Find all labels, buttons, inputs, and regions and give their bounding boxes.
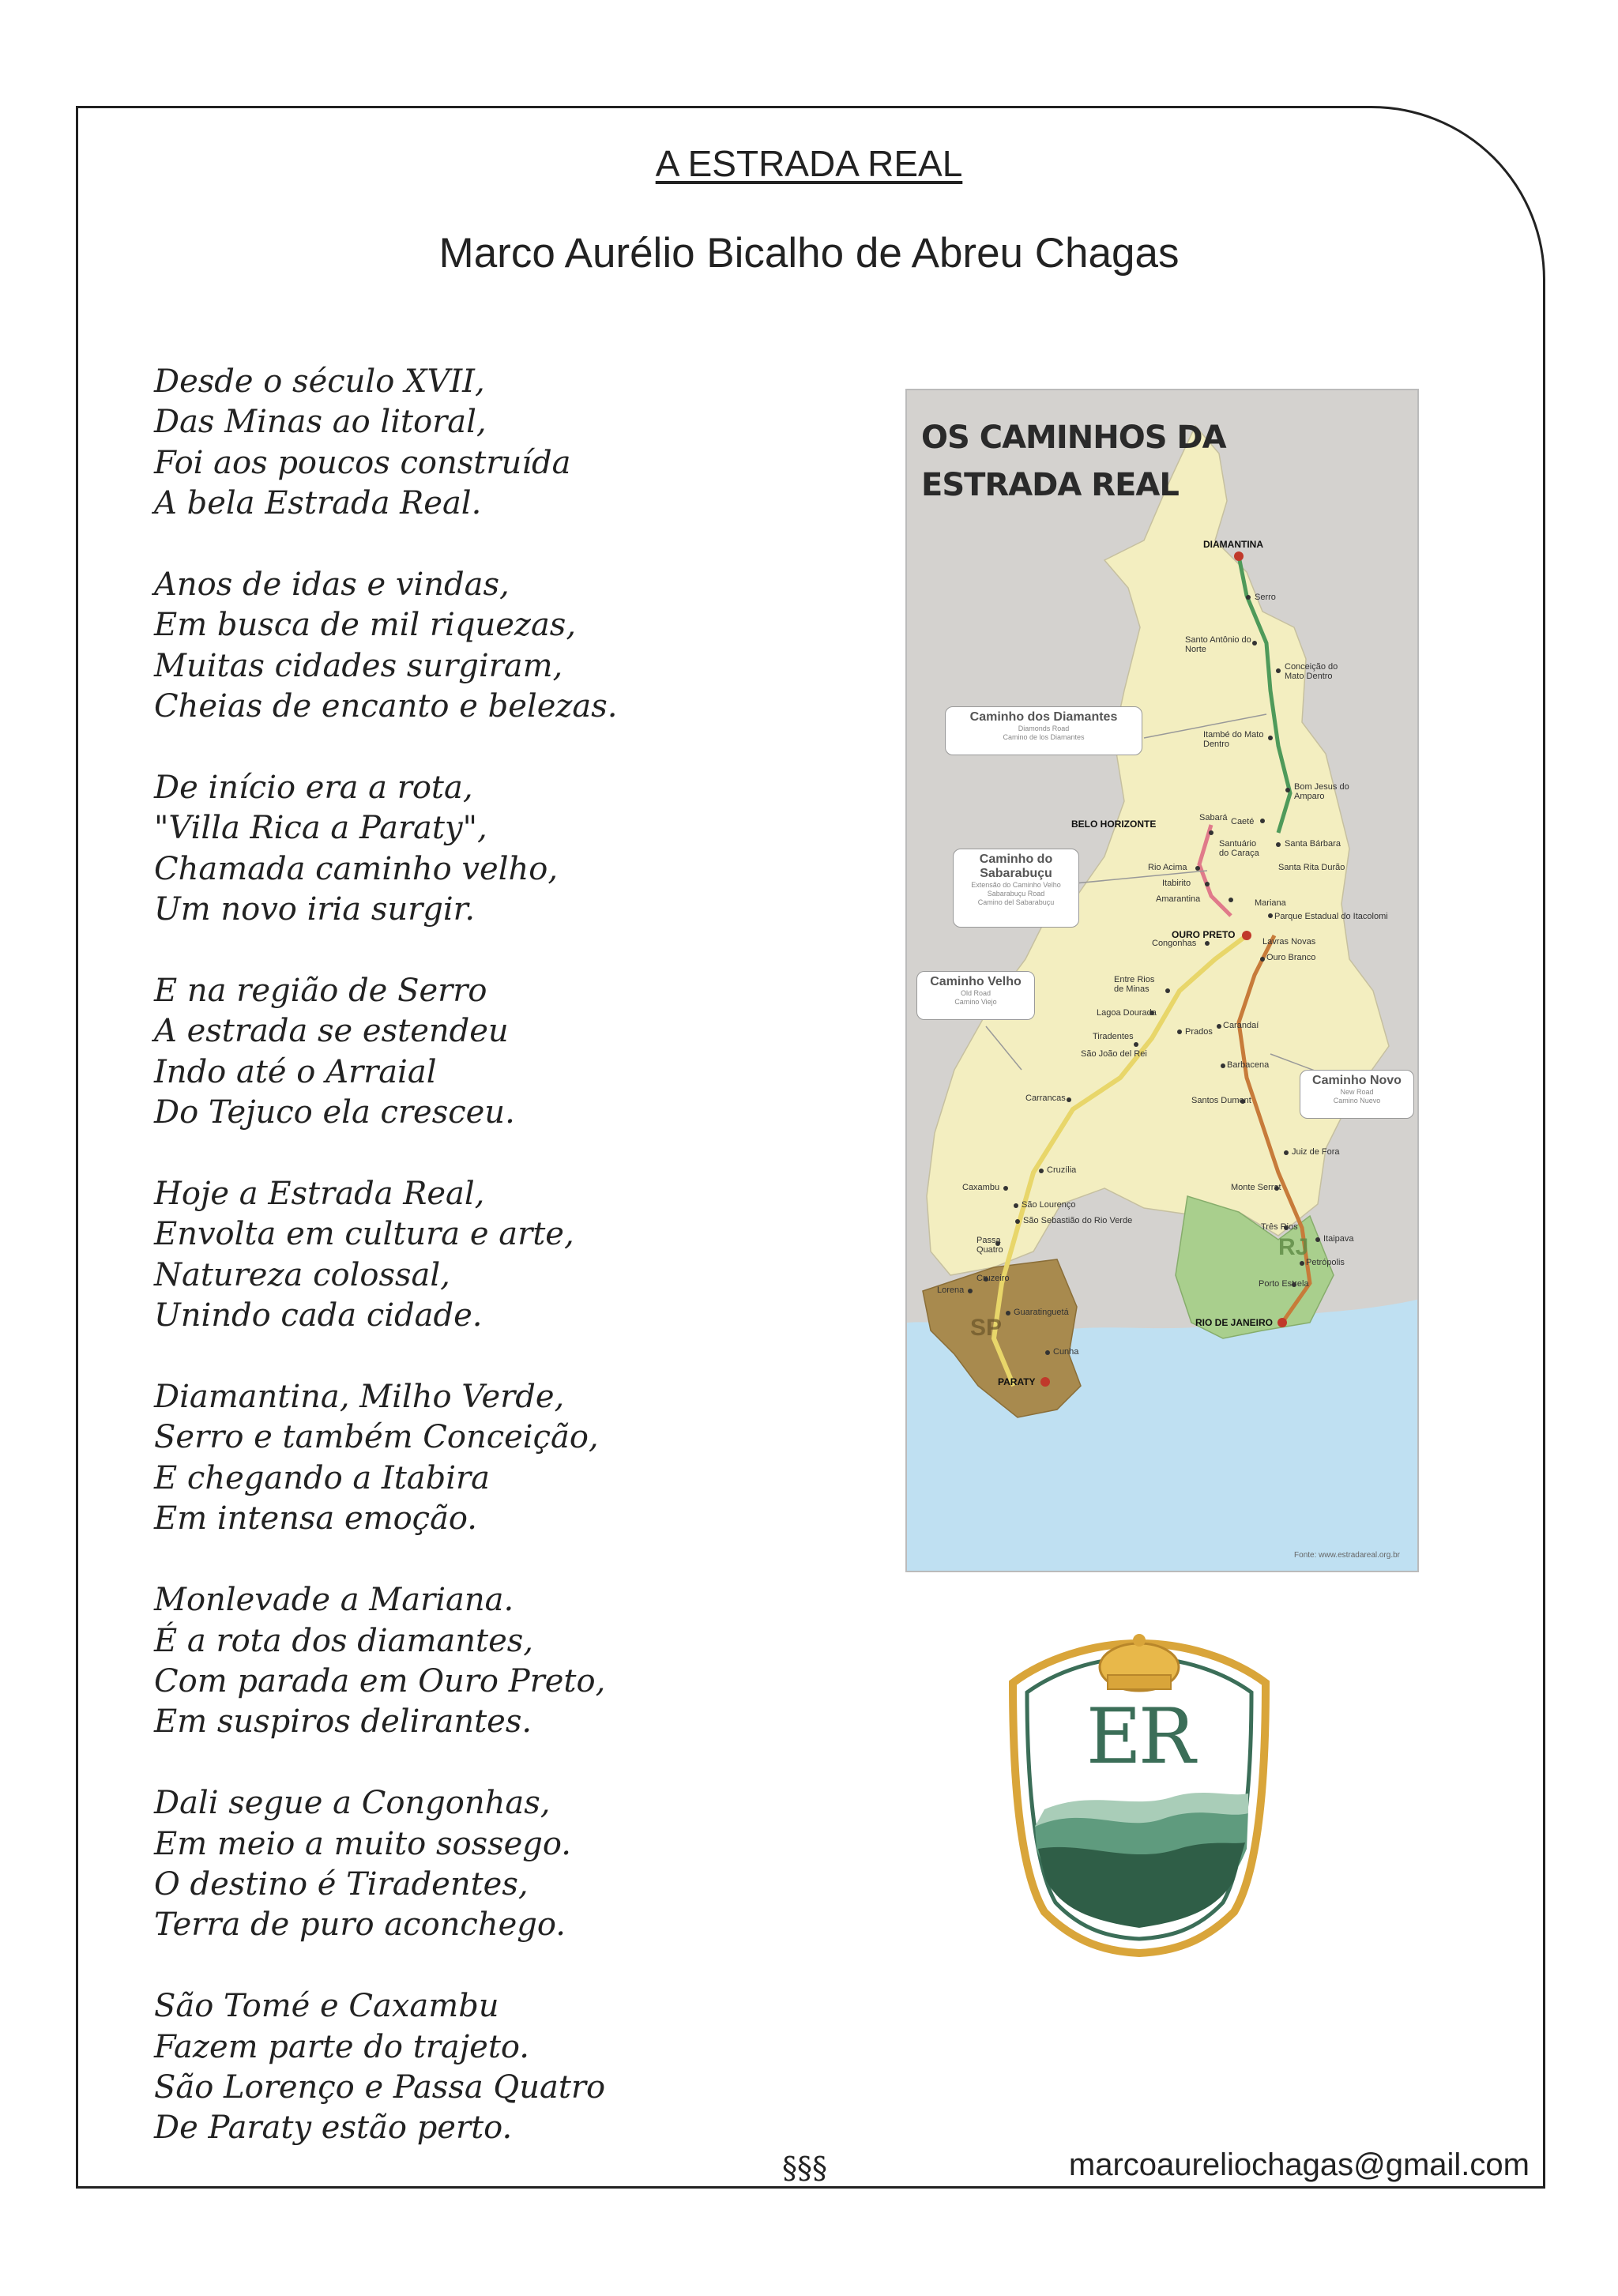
city-dot: [1229, 898, 1233, 902]
state-label-sp: SP: [970, 1315, 1003, 1341]
page-title: [0, 142, 1618, 185]
callout-title: Sabarabuçu: [980, 867, 1052, 880]
city-dot: [1165, 988, 1170, 993]
poem-line: Dali segue a Congonhas,: [154, 1785, 551, 1822]
callout-caminho-velho: [916, 971, 1035, 1020]
map-title-line: OS CAMINHOS DA: [921, 420, 1226, 456]
city-label: DIAMANTINA: [1203, 539, 1263, 550]
poem-line: Unindo cada cidade.: [154, 1297, 483, 1334]
city-label: Carrancas: [1025, 1093, 1066, 1103]
poem-line: Com parada em Ouro Preto,: [154, 1662, 606, 1699]
city-label: OURO PRETO: [1172, 929, 1236, 940]
city-label: Caeté: [1231, 817, 1255, 826]
city-dot: [1039, 1169, 1044, 1173]
city-label: Tiradentes: [1093, 1032, 1134, 1041]
city-label: Rio Acima: [1148, 863, 1187, 872]
city-label: São João del Rei: [1081, 1049, 1147, 1059]
city-label: Santos Dumont: [1191, 1096, 1251, 1105]
author-email[interactable]: marcoaureliochagas@gmail.com: [1068, 2147, 1530, 2182]
callout-sub: Camino del Sabarabuçu: [977, 898, 1055, 906]
city-label: Santa Rita Durão: [1278, 863, 1345, 872]
city-label: Serro: [1255, 593, 1276, 602]
city-label: Juiz de Fora: [1292, 1147, 1340, 1157]
poem-line: É a rota dos diamantes,: [154, 1622, 534, 1659]
poem-line: Monlevade a Mariana.: [154, 1582, 514, 1619]
city-dot: [1006, 1311, 1010, 1315]
callout-title: Caminho do: [979, 853, 1053, 866]
city-dot: [1014, 1203, 1018, 1208]
stanza: [154, 1174, 905, 1337]
city-dot: [1067, 1097, 1071, 1102]
poem-line: Em intensa emoção.: [154, 1500, 478, 1538]
poem-line: Do Tejuco ela cresceu.: [154, 1094, 515, 1131]
stanza: [154, 768, 905, 931]
poem-line: Muitas cidades surgiram,: [154, 647, 563, 684]
callout-sub: New Road: [1340, 1088, 1374, 1096]
callout-sub: Sabarabuçu Road: [987, 890, 1045, 898]
stanza: [154, 1580, 905, 1743]
callout-sub: Camino Viejo: [954, 998, 997, 1006]
city-dot-paraty: [1040, 1377, 1050, 1387]
callout-sub: Old Road: [960, 989, 991, 997]
callout-caminho-diamantes: [945, 706, 1142, 755]
city-label: RIO DE JANEIRO: [1195, 1317, 1274, 1328]
poem-line: "Villa Rica a Paraty",: [154, 810, 487, 847]
city-label: Prados: [1185, 1027, 1213, 1037]
poem-line: Chamada caminho velho,: [154, 850, 559, 887]
city-label: Itabirito: [1162, 879, 1191, 888]
poem-line: Das Minas ao litoral,: [154, 404, 487, 441]
city-label: Conceição do Mato Dentro: [1285, 662, 1338, 681]
city-dot: [1217, 1024, 1221, 1029]
stanza: [154, 362, 905, 525]
city-label: Itambé do Mato Dentro: [1203, 730, 1264, 749]
poem-line: Fazem parte do trajeto.: [154, 2028, 529, 2065]
poem-line: De início era a rota,: [154, 770, 473, 807]
poem-line: Em meio a muito sossego.: [154, 1825, 571, 1862]
map-title: [921, 414, 1226, 509]
poem-line: Diamantina, Milho Verde,: [154, 1379, 565, 1416]
city-label: Santa Bárbara: [1285, 839, 1341, 849]
poem-line: Em suspiros delirantes.: [154, 1703, 532, 1741]
city-label: Santo Antônio do Norte: [1185, 635, 1251, 654]
poem-line: Indo até o Arraial: [154, 1053, 437, 1090]
city-dot: [1246, 595, 1251, 600]
poem-line: Terra de puro aconchego.: [154, 1906, 566, 1944]
poem-line: São Tomé e Caxambu: [154, 1988, 499, 2025]
city-label: PARATY: [998, 1376, 1036, 1387]
poem-line: Anos de idas e vindas,: [154, 566, 510, 604]
emblem-letters: ER: [1086, 1692, 1193, 1781]
city-dot: [1284, 1150, 1289, 1155]
poem-line: E chegando a Itabira: [154, 1459, 491, 1496]
city-label: Guaratinguetá: [1014, 1308, 1069, 1317]
city-label: Santuário do Caraça: [1219, 839, 1259, 858]
poem: [154, 362, 905, 2149]
stanza: [154, 565, 905, 728]
callout-caminho-sabarabucu: [953, 849, 1079, 928]
city-label: Lagoa Dourada: [1097, 1008, 1157, 1018]
city-dot: [968, 1289, 973, 1293]
city-dot: [1252, 641, 1257, 646]
footer-section-sign: §§§: [782, 2151, 827, 2185]
poem-line: A bela Estrada Real.: [154, 485, 482, 522]
city-dot: [1209, 830, 1214, 835]
callout-sub: Camino de los Diamantes: [1003, 733, 1085, 741]
poem-line: E na região de Serro: [154, 973, 487, 1010]
poem-line: Natureza colossal,: [154, 1256, 450, 1293]
stanza: [154, 1377, 905, 1540]
city-label: BELO HORIZONTE: [1071, 819, 1157, 830]
city-dot: [1276, 842, 1281, 847]
city-dot: [1260, 819, 1265, 823]
city-dot-diamantina: [1234, 551, 1244, 561]
page-title-text: A ESTRADA REAL: [655, 143, 963, 184]
city-label: Lavras Novas: [1262, 937, 1316, 947]
city-label: Barbacena: [1227, 1060, 1270, 1070]
city-label: São Sebastião do Rio Verde: [1023, 1216, 1133, 1225]
poem-line: Desde o século XVII,: [154, 363, 485, 400]
city-dot: [1195, 866, 1200, 871]
city-dot: [1205, 882, 1210, 886]
map-title-line: ESTRADA REAL: [921, 467, 1179, 503]
poem-line: São Lorenço e Passa Quatro: [154, 2068, 606, 2106]
city-dot: [1015, 1219, 1020, 1224]
city-label: Petrópolis: [1306, 1258, 1345, 1267]
callout-caminho-novo: [1300, 1070, 1414, 1119]
poem-line: De Paraty estão perto.: [154, 2110, 513, 2147]
estrada-real-emblem: [997, 1612, 1281, 1959]
city-label: Cruzeiro: [976, 1274, 1010, 1283]
poem-line: Em busca de mil riquezas,: [154, 607, 577, 644]
map-source: Fonte: www.estradareal.org.br: [1294, 1551, 1400, 1560]
city-label: Mariana: [1255, 898, 1286, 908]
callout-sub: Camino Nuevo: [1333, 1097, 1381, 1105]
city-label: Lorena: [937, 1285, 965, 1295]
city-label: Porto Estrela: [1259, 1279, 1309, 1289]
estrada-real-map: [905, 389, 1419, 1572]
city-label: Três Rios: [1261, 1222, 1298, 1232]
stanza: [154, 971, 905, 1134]
city-dot-ouro-preto: [1242, 931, 1251, 940]
city-dot: [1276, 668, 1281, 673]
poem-line: Serro e também Conceição,: [154, 1419, 599, 1456]
callout-title: Caminho Novo: [1312, 1074, 1402, 1087]
callout-title: Caminho Velho: [930, 975, 1022, 988]
city-dot: [1285, 788, 1290, 792]
city-label: Cruzília: [1047, 1165, 1077, 1175]
city-label: Passa Quatro: [976, 1236, 1003, 1255]
city-label: Ouro Branco: [1266, 953, 1316, 962]
emblem-shield: [997, 1612, 1281, 1959]
city-label: Carandaí: [1223, 1021, 1259, 1030]
poem-line: Hoje a Estrada Real,: [154, 1176, 485, 1213]
poem-line: Envolta em cultura e arte,: [154, 1216, 574, 1253]
city-dot: [1268, 736, 1273, 740]
poem-line: Cheias de encanto e belezas.: [154, 688, 618, 725]
callout-sub: Diamonds Road: [1018, 725, 1070, 732]
city-label: São Lourenço: [1022, 1200, 1076, 1210]
city-dot: [1177, 1029, 1182, 1034]
city-dot: [1315, 1237, 1320, 1242]
poem-line: Foi aos poucos construída: [154, 444, 571, 481]
poem-line: Um novo iria surgir.: [154, 891, 476, 928]
city-label: Monte Serrat: [1231, 1183, 1281, 1192]
city-label: Congonhas: [1152, 939, 1197, 948]
city-label: Sabará: [1199, 813, 1228, 822]
city-label: Amarantina: [1156, 894, 1201, 904]
callout-sub: Extensão do Caminho Velho: [971, 881, 1061, 889]
city-dot: [1045, 1350, 1050, 1355]
callout-title: Caminho dos Diamantes: [969, 710, 1118, 724]
city-label: Entre Rios de Minas: [1114, 975, 1155, 994]
city-dot: [1134, 1042, 1138, 1047]
city-dot: [1205, 941, 1210, 946]
city-label: Cunha: [1053, 1347, 1079, 1357]
city-dot: [1260, 957, 1265, 962]
city-label: Bom Jesus do Amparo: [1294, 782, 1349, 801]
city-dot: [1300, 1261, 1304, 1266]
city-dot: [1221, 1063, 1225, 1068]
poem-line: O destino é Tiradentes,: [154, 1865, 529, 1903]
poem-line: A estrada se estendeu: [154, 1013, 509, 1050]
city-dot: [1268, 913, 1273, 918]
city-dot-rio: [1277, 1318, 1287, 1327]
city-label: Itaipava: [1323, 1234, 1354, 1244]
stanza: [154, 1986, 905, 2149]
city-dot: [1003, 1186, 1008, 1191]
stanza: [154, 1783, 905, 1946]
author-name: Marco Aurélio Bicalho de Abreu Chagas: [438, 230, 1180, 277]
state-label-rj: RJ: [1278, 1234, 1309, 1260]
city-label: Caxambu: [962, 1183, 1000, 1192]
city-label: Parque Estadual do Itacolomi: [1274, 912, 1388, 921]
